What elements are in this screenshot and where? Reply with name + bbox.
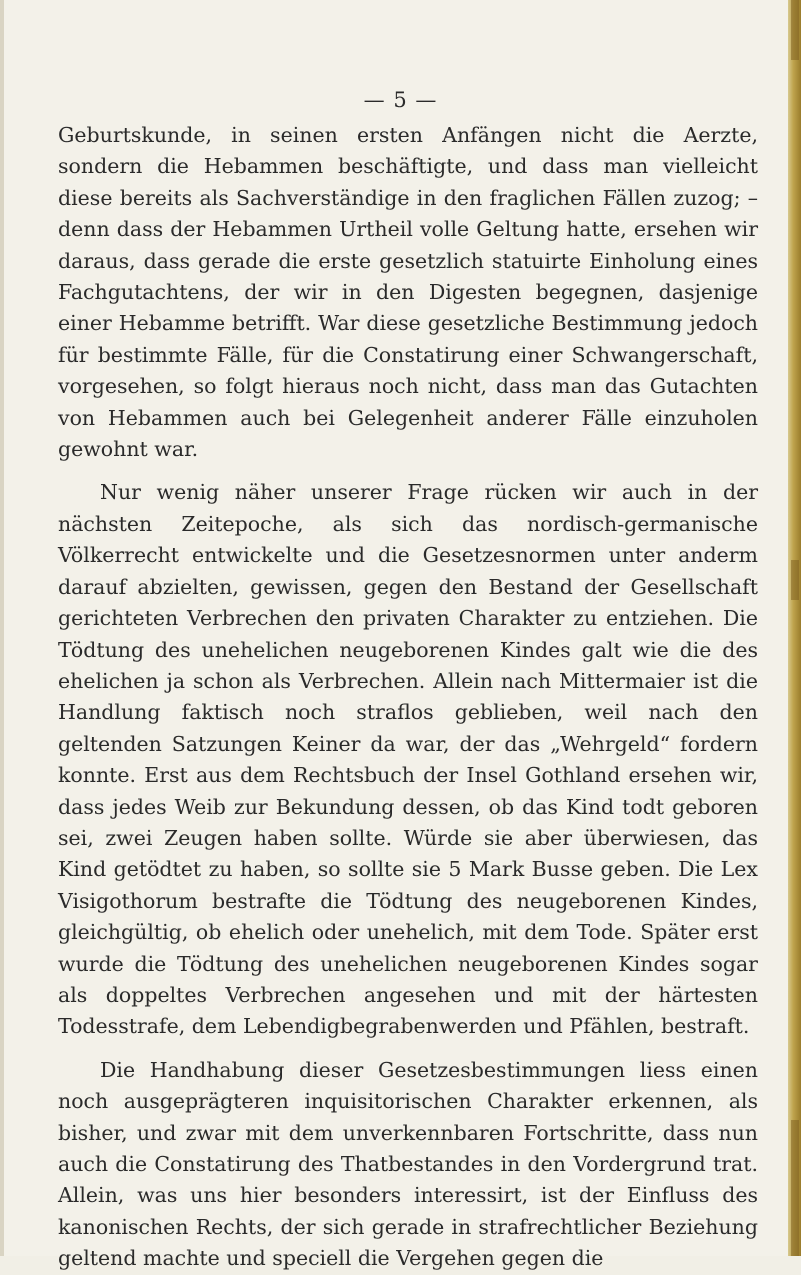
paragraph-1: Geburtskunde, in seinen ersten Anfängen nicht die Aerzte, sondern die Hebammen beschäftigte, und dass man vielleicht diese bereits als Sachverständige in den fraglichen Fällen zuzog; – denn dass der Hebammen Urtheil volle Geltung hatte, ersehen wir daraus, dass gerade die erste gesetzlich statuirte Einholung eines Fachgutachtens, der wir in den Digesten begegnen, dasjenige einer Hebamme betrifft. War diese gesetzliche Bestimmung jedoch für bestimmte Fälle, für die Constatirung einer Schwangerschaft, vorgesehen, so folgt hieraus noch nicht, dass man das Gutachten von Hebammen auch bei Gelegenheit anderer Fälle einzuholen gewohnt war. [58,123,758,462]
edge-shadow [791,1120,799,1256]
paragraph-2: Nur wenig näher unserer Frage rücken wir auch in der nächsten Zeitepoche, als sich das nordisch-germanische Völkerrecht entwickelte und die Gesetzesnormen unter anderm darauf abzielten, gewissen, gegen den Bestand der Gesellschaft gerichteten Verbrechen den privaten Charakter zu entziehen. Die Tödtung des unehelichen neugeborenen Kindes galt wie die des ehelichen ja schon als Verbrechen. Allein nach Mittermaier ist die Handlung faktisch noch straflos geblieben, weil nach den geltenden Satzungen Keiner da war, der das „Wehrgeld“ fordern konnte. Erst aus dem Rechtsbuch der Insel Gothland ersehen wir, dass jedes Weib zur Bekundung dessen, ob das Kind todt geboren sei, zwei Zeugen haben sollte. Würde sie aber überwiesen, das Kind getödtet zu haben, so sollte sie 5 Mark Busse geben. Die Lex Visigothorum bestrafte die Tödtung des neugeborenen Kindes, gleichgültig, ob ehelich oder unehelich, mit dem Tode. Später erst wurde die Tödtung des unehelichen neugeborenen Kindes sogar als doppeltes Verbrechen angesehen und mit der härtesten Todesstrafe, dem Lebendigbegrabenwerden und Pfählen, bestraft. [58,480,758,1039]
page-left-margin [0,0,4,1256]
body-text [58,120,758,1275]
page-number: — 5 — [363,88,438,112]
edge-shadow [791,560,799,600]
edge-shadow [791,0,799,60]
book-edge [788,0,801,1256]
paragraph-3: Die Handhabung dieser Gesetzesbestimmungen liess einen noch ausgeprägteren inquisitorischen Charakter erkennen, als bisher, und zwar mit dem unverkennbaren Fortschritte, dass nun auch die Constatirung des Thatbestandes in den Vordergrund trat. Allein, was uns hier besonders interessirt, ist der Einfluss des kanonischen Rechts, der sich gerade in strafrechtlicher Beziehung geltend machte und speciell die Vergehen gegen die [58,1057,758,1271]
